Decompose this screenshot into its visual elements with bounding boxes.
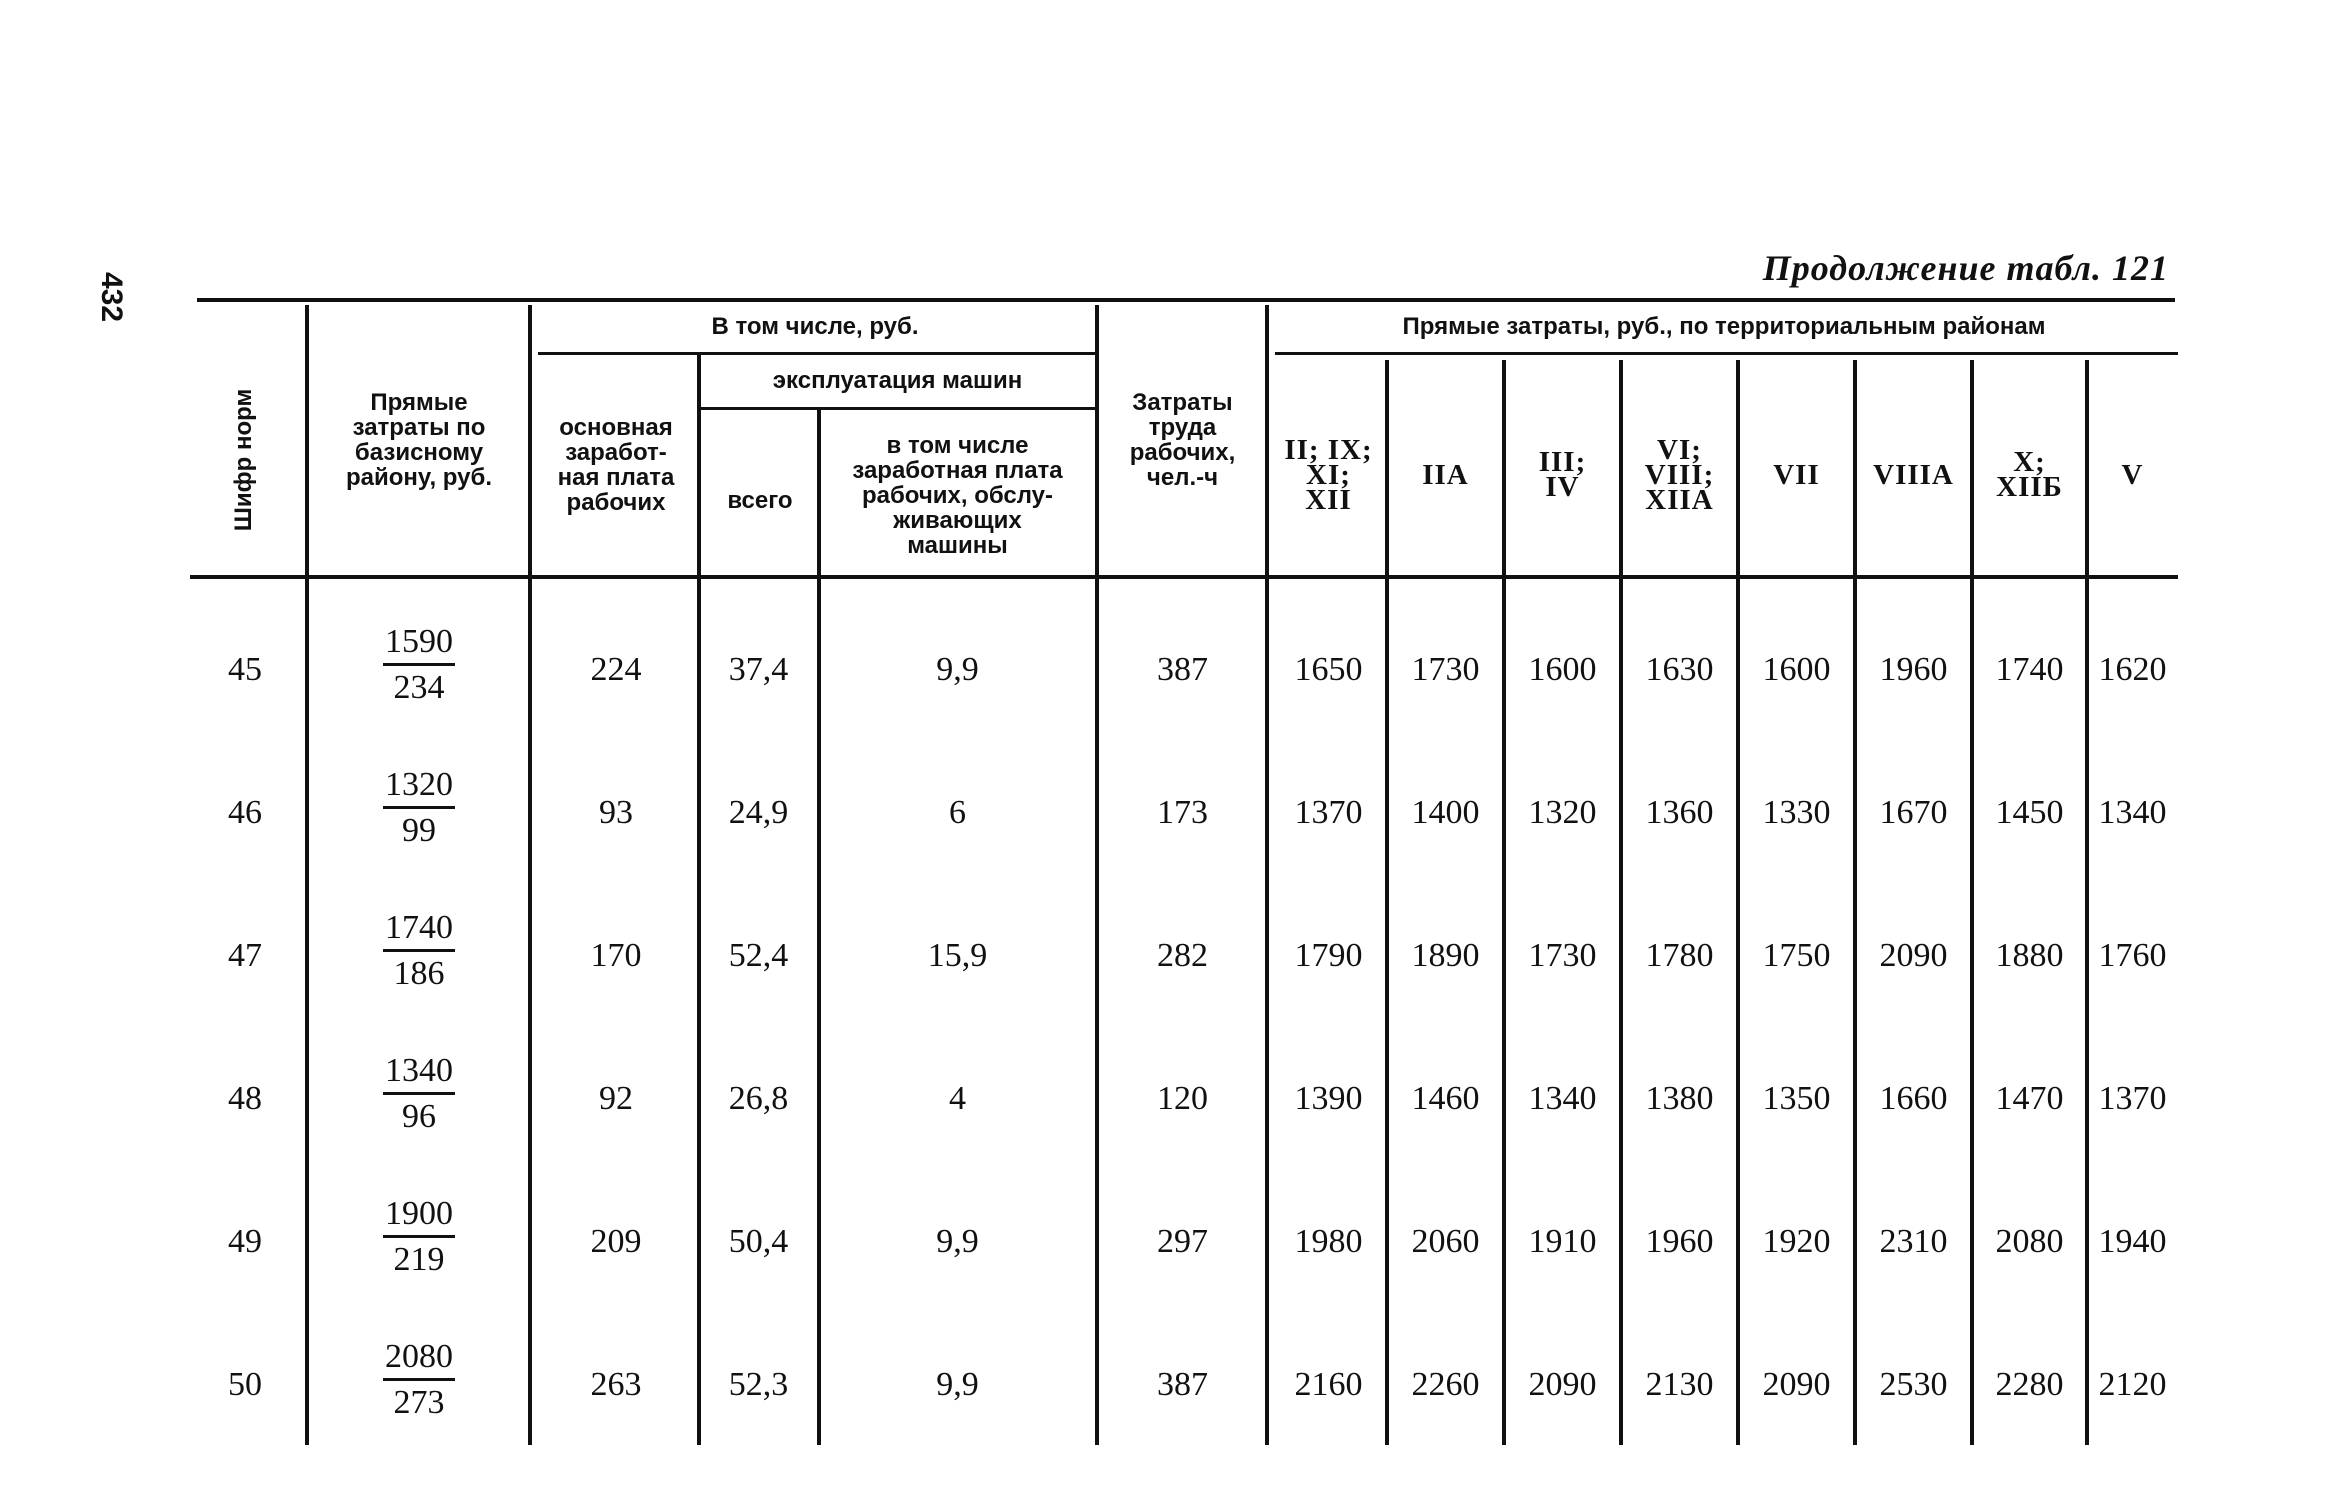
header-region-6: VIIIA (1873, 458, 1954, 491)
cell-region-1: 2160 (1294, 1366, 1363, 1403)
cell-labor: 120 (1157, 1080, 1208, 1117)
cell-code: 46 (228, 794, 262, 831)
cell-base-cost (310, 767, 528, 849)
cell-code: 49 (228, 1223, 262, 1260)
group-rule (700, 407, 1095, 410)
cell-region-2: 1400 (1411, 794, 1480, 831)
cell-region-6: 1660 (1879, 1080, 1948, 1117)
cell-region-5: 2090 (1762, 1366, 1831, 1403)
cell-region-3: 2090 (1528, 1366, 1597, 1403)
cell-region-8: 1340 (2098, 794, 2167, 831)
cell-machine-total: 52,3 (728, 1366, 789, 1403)
table-top-rule (197, 298, 2175, 302)
header-region-1: II; IX; XI; XII (1284, 433, 1373, 516)
column-rule (1095, 305, 1099, 1445)
cell-region-8: 1620 (2098, 651, 2167, 688)
cell-region-7: 2280 (1995, 1366, 2064, 1403)
cell-base-cost-subvalue: 273 (393, 1384, 445, 1421)
cell-base-cost-value: 1340 (383, 1053, 455, 1095)
cell-base-cost (310, 910, 528, 992)
cell-region-2: 2060 (1411, 1223, 1480, 1260)
cell-region-1: 1790 (1294, 937, 1363, 974)
cell-labor: 282 (1157, 937, 1208, 974)
cell-region-3: 1320 (1528, 794, 1597, 831)
header-region-4: VI; VIII; XIIA (1644, 433, 1715, 516)
cell-base-cost-value: 1740 (383, 910, 455, 952)
header-regions-group: Прямые затраты, руб., по территориальным районам (1402, 312, 2046, 340)
cell-basic-wage: 224 (590, 651, 642, 688)
cell-machine-total: 24,9 (728, 794, 789, 831)
cell-region-2: 1460 (1411, 1080, 1480, 1117)
cell-base-cost (310, 624, 528, 706)
header-region-5: VII (1773, 458, 1820, 491)
cell-region-3: 1600 (1528, 651, 1597, 688)
cell-base-cost-subvalue: 219 (393, 1241, 445, 1278)
header-region-8: V (2121, 458, 2144, 491)
cell-region-6: 1960 (1879, 651, 1948, 688)
cell-base-cost-value: 2080 (383, 1339, 455, 1381)
cell-region-4: 1380 (1645, 1080, 1714, 1117)
cell-region-6: 2310 (1879, 1223, 1948, 1260)
cell-region-2: 1730 (1411, 651, 1480, 688)
cell-machine-wage: 15,9 (927, 937, 988, 974)
table-header-rule (190, 575, 2178, 579)
cell-code: 50 (228, 1366, 262, 1403)
cell-code: 48 (228, 1080, 262, 1117)
cell-base-cost (310, 1339, 528, 1421)
header-region-7: X; XIIБ (1996, 446, 2063, 503)
cell-region-7: 1880 (1995, 937, 2064, 974)
cell-region-5: 1330 (1762, 794, 1831, 831)
cell-labor: 173 (1157, 794, 1208, 831)
cell-region-8: 2120 (2098, 1366, 2167, 1403)
cell-labor: 387 (1157, 651, 1208, 688)
cell-region-1: 1650 (1294, 651, 1363, 688)
cell-region-1: 1370 (1294, 794, 1363, 831)
header-machine-wage: в том числе заработная плата рабочих, обслу- живающих машины (852, 431, 1063, 559)
cell-region-4: 1630 (1645, 651, 1714, 688)
cell-region-3: 1910 (1528, 1223, 1597, 1260)
cell-region-6: 2090 (1879, 937, 1948, 974)
cell-region-4: 2130 (1645, 1366, 1714, 1403)
cell-base-cost (310, 1053, 528, 1135)
cell-machine-total: 52,4 (728, 937, 789, 974)
cell-region-8: 1370 (2098, 1080, 2167, 1117)
cell-code: 45 (228, 651, 262, 688)
group-rule (1275, 352, 2178, 355)
cell-machine-wage: 9,9 (936, 1366, 979, 1403)
cell-region-7: 2080 (1995, 1223, 2064, 1260)
cell-labor: 387 (1157, 1366, 1208, 1403)
cell-basic-wage: 209 (590, 1223, 642, 1260)
header-base-cost: Прямые затраты по базисному району, руб. (346, 389, 492, 491)
cell-machine-wage: 6 (949, 794, 966, 831)
header-machine-total: всего (727, 486, 793, 514)
cell-region-6: 2530 (1879, 1366, 1948, 1403)
cell-base-cost-subvalue: 96 (402, 1098, 436, 1135)
header-labor: Затраты труда рабочих, чел.-ч (1129, 389, 1236, 491)
cell-region-2: 1890 (1411, 937, 1480, 974)
cell-code: 47 (228, 937, 262, 974)
table-caption: Продолжение табл. 121 (1762, 248, 2169, 288)
page-number: 432 (95, 272, 128, 323)
header-region-2: IIA (1422, 458, 1469, 491)
cell-basic-wage: 263 (590, 1366, 642, 1403)
header-code: Шифр норм (229, 388, 257, 532)
header-region-3: III; IV (1538, 446, 1587, 503)
header-incl-group: В том числе, руб. (711, 312, 919, 340)
cell-base-cost-subvalue: 99 (402, 812, 436, 849)
cell-basic-wage: 170 (590, 937, 642, 974)
column-rule (528, 305, 532, 1445)
cell-region-4: 1960 (1645, 1223, 1714, 1260)
cell-region-7: 1450 (1995, 794, 2064, 831)
cell-machine-total: 26,8 (728, 1080, 789, 1117)
cell-region-6: 1670 (1879, 794, 1948, 831)
cell-region-1: 1390 (1294, 1080, 1363, 1117)
cell-base-cost (310, 1196, 528, 1278)
cell-base-cost-subvalue: 234 (393, 669, 445, 706)
cell-region-5: 1750 (1762, 937, 1831, 974)
header-machine-group: эксплуатация машин (772, 366, 1023, 394)
cell-region-7: 1740 (1995, 651, 2064, 688)
cell-region-7: 1470 (1995, 1080, 2064, 1117)
cell-labor: 297 (1157, 1223, 1208, 1260)
cell-region-5: 1350 (1762, 1080, 1831, 1117)
cell-machine-total: 50,4 (728, 1223, 789, 1260)
cell-machine-wage: 9,9 (936, 1223, 979, 1260)
cell-machine-total: 37,4 (728, 651, 789, 688)
cell-base-cost-value: 1900 (383, 1196, 455, 1238)
cell-base-cost-value: 1320 (383, 767, 455, 809)
cell-base-cost-value: 1590 (383, 624, 455, 666)
cell-region-1: 1980 (1294, 1223, 1363, 1260)
cell-machine-wage: 4 (949, 1080, 966, 1117)
header-basic-wage: основная заработ- ная плата рабочих (557, 414, 675, 516)
column-rule (305, 305, 309, 1445)
cell-region-3: 1340 (1528, 1080, 1597, 1117)
cell-basic-wage: 93 (599, 794, 633, 831)
cell-region-2: 2260 (1411, 1366, 1480, 1403)
cell-region-5: 1600 (1762, 651, 1831, 688)
cell-region-5: 1920 (1762, 1223, 1831, 1260)
cell-region-8: 1940 (2098, 1223, 2167, 1260)
cell-region-8: 1760 (2098, 937, 2167, 974)
cell-basic-wage: 92 (599, 1080, 633, 1117)
cell-machine-wage: 9,9 (936, 651, 979, 688)
cell-region-3: 1730 (1528, 937, 1597, 974)
group-rule (538, 352, 1095, 355)
cell-region-4: 1360 (1645, 794, 1714, 831)
column-rule (1265, 305, 1269, 1445)
cell-base-cost-subvalue: 186 (393, 955, 445, 992)
cell-region-4: 1780 (1645, 937, 1714, 974)
